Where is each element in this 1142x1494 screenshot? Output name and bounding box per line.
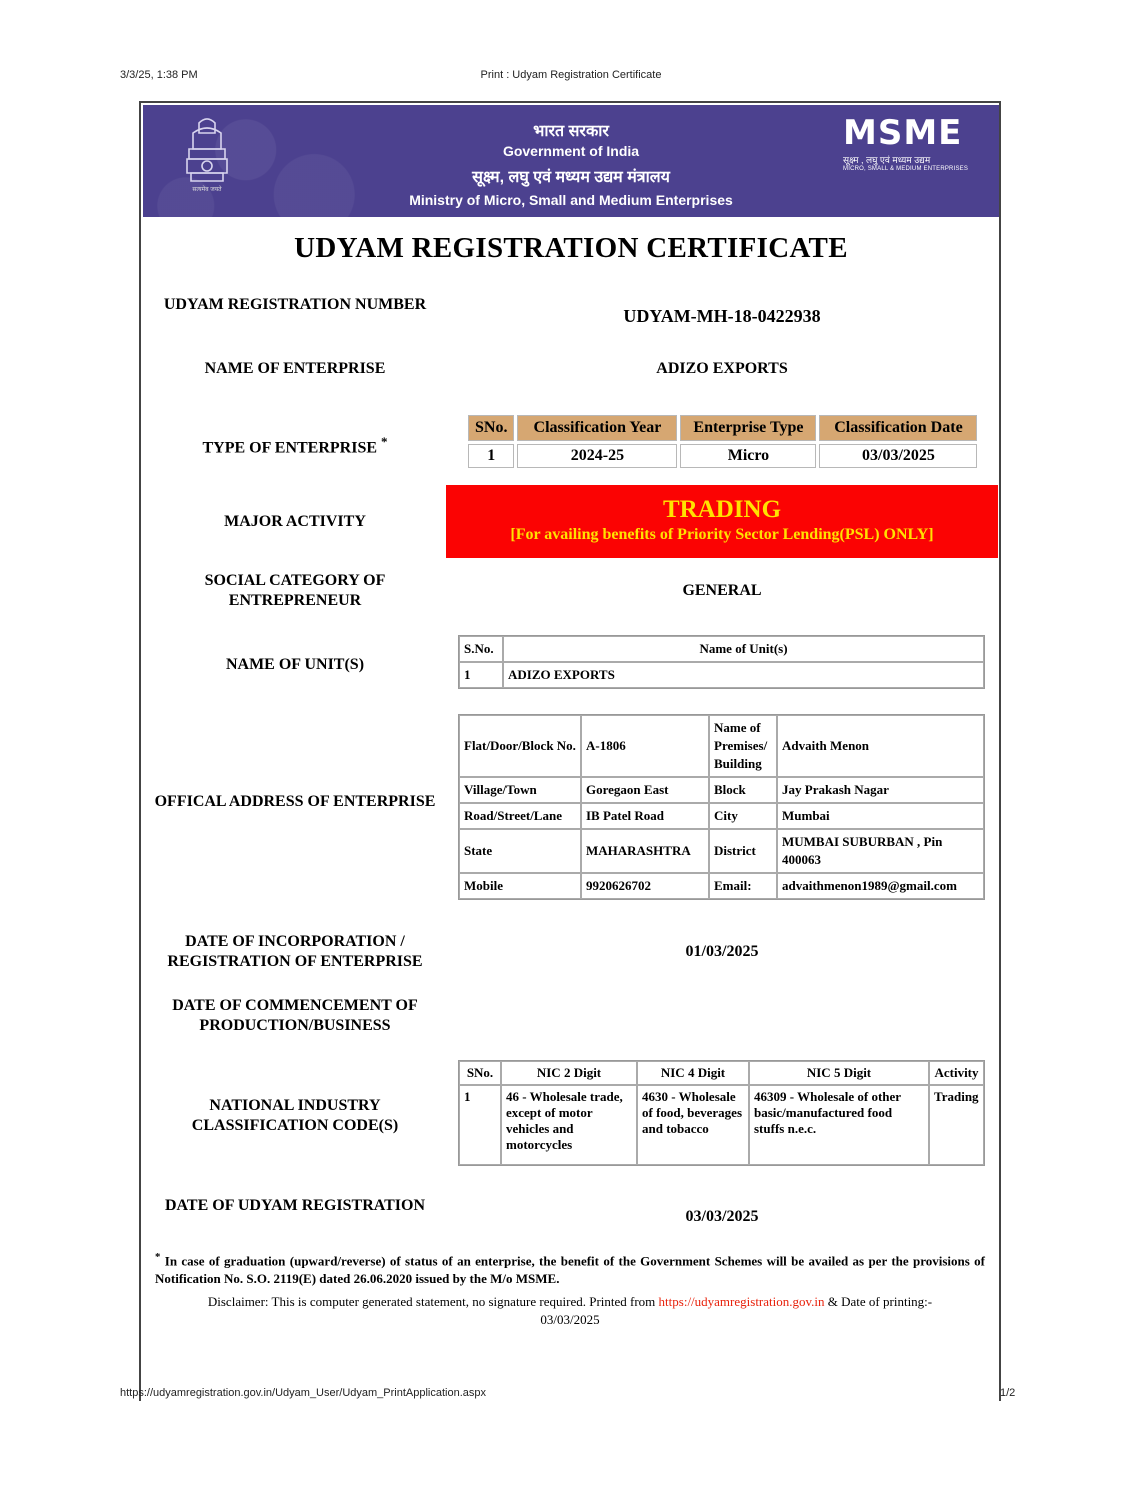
email-value: advaithmenon1989@gmail.com (777, 873, 984, 899)
table-row (459, 1085, 984, 1165)
table-row (459, 777, 984, 803)
premises-value: Advaith Menon (777, 715, 984, 777)
incorporation-label: DATE OF INCORPORATION / REGISTRATION OF ENTERPRISE (167, 933, 423, 970)
column-header: Classification Date (819, 415, 977, 441)
units-table (458, 635, 985, 689)
disclaimer-link[interactable]: https://udyamregistration.gov.in (658, 1294, 825, 1309)
type-label (150, 432, 440, 458)
mobile-label: Mobile (459, 873, 581, 899)
state-value: MAHARASHTRA (581, 829, 709, 873)
msme-logo-english: MICRO, SMALL & MEDIUM ENTERPRISES (843, 166, 969, 172)
column-header: SNo. (468, 415, 514, 441)
print-datetime: 3/3/25, 1:38 PM (120, 69, 198, 81)
government-banner (143, 105, 999, 217)
enterprise-name-label: NAME OF ENTERPRISE (204, 360, 386, 377)
commencement-label: DATE OF COMMENCEMENT OF PRODUCTION/BUSINESS (172, 997, 418, 1034)
city-label: City (709, 803, 777, 829)
table-row (459, 803, 984, 829)
column-header: Name of Unit(s) (503, 636, 984, 662)
nic-table (458, 1060, 985, 1166)
footnote-star: * (155, 1251, 161, 1263)
disclaimer-prefix: Disclaimer: This is computer generated statement, no signature required. Printed from (207, 1294, 656, 1309)
premises-label: Name of Premises/ Building (709, 715, 777, 777)
msme-logo-hindi: सूक्ष्म , लघु एवं मध्यम उद्यम (843, 155, 931, 165)
block-value: Jay Prakash Nagar (777, 777, 984, 803)
footnote (155, 1248, 985, 1288)
classification-table (465, 412, 980, 471)
table-cell: Micro (680, 444, 816, 468)
state-label: State (459, 829, 581, 873)
column-header: Classification Year (517, 415, 677, 441)
disclaimer (155, 1293, 985, 1329)
table-cell: 1 (459, 1085, 501, 1165)
column-header: NIC 4 Digit (637, 1061, 749, 1085)
major-activity-note: [For availing benefits of Priority Sector Lending(PSL) ONLY] (510, 526, 934, 543)
mobile-value: 9920626702 (581, 873, 709, 899)
table-header-row (459, 636, 984, 662)
nic-label: NATIONAL INDUSTRY CLASSIFICATION CODE(S) (191, 1097, 399, 1134)
block-label: Block (709, 777, 777, 803)
column-header: NIC 5 Digit (749, 1061, 929, 1085)
print-date: 03/03/2025 (540, 1312, 600, 1327)
email-label: Email: (709, 873, 777, 899)
column-header: Enterprise Type (680, 415, 816, 441)
table-row (468, 444, 977, 468)
print-footer-page: 1/2 (1000, 1387, 1016, 1399)
social-category-label: SOCIAL CATEGORY OF ENTREPRENEUR (204, 572, 386, 609)
major-activity-value: TRADING (662, 496, 782, 523)
table-cell: 03/03/2025 (819, 444, 977, 468)
major-activity-box (446, 485, 998, 558)
column-header: Activity (929, 1061, 984, 1085)
table-cell: 1 (459, 662, 503, 688)
address-label: OFFICAL ADDRESS OF ENTERPRISE (154, 793, 436, 810)
address-table (458, 714, 985, 900)
village-value: Goregaon East (581, 777, 709, 803)
road-label: Road/Street/Lane (459, 803, 581, 829)
print-page-title: Print : Udyam Registration Certificate (480, 69, 662, 81)
udyam-reg-date-label: DATE OF UDYAM REGISTRATION (164, 1197, 426, 1214)
reg-number-value: UDYAM-MH-18-0422938 (623, 306, 821, 326)
table-cell: 2024-25 (517, 444, 677, 468)
udyam-reg-date: 03/03/2025 (685, 1208, 759, 1225)
table-row (459, 829, 984, 873)
banner-government: Government of India (502, 143, 640, 159)
table-row (459, 715, 984, 777)
footnote-text: In case of graduation (upward/reverse) of status of an enterprise, the benefit of the Government Schemes will be availed as per the provisions of Notification No. S.O. 2119(E) dated 26.06.2020 issued by the M/o MSME. (155, 1253, 985, 1287)
type-asterisk: * (381, 434, 388, 449)
banner-line-hindi-2: सूक्ष्म, लघु एवं मध्यम उद्यम मंत्रालय (472, 169, 670, 186)
column-header: SNo. (459, 1061, 501, 1085)
incorporation-date: 01/03/2025 (685, 943, 759, 960)
district-value: MUMBAI SUBURBAN , Pin 400063 (777, 829, 984, 873)
social-category-value: GENERAL (682, 582, 762, 599)
table-cell: 46 - Wholesale trade, except of motor vehicles and motorcycles (501, 1085, 637, 1165)
district-label: District (709, 829, 777, 873)
reg-number-label: UDYAM REGISTRATION NUMBER (163, 296, 427, 313)
column-header: NIC 2 Digit (501, 1061, 637, 1085)
table-cell: 46309 - Wholesale of other basic/manufactured food stuffs n.e.c. (749, 1085, 929, 1165)
table-cell: Trading (929, 1085, 984, 1165)
flat-value: A-1806 (581, 715, 709, 777)
certificate-title: UDYAM REGISTRATION CERTIFICATE (294, 232, 848, 264)
table-header-row (468, 415, 977, 441)
disclaimer-suffix: & Date of printing:- (827, 1294, 933, 1309)
table-cell: 1 (468, 444, 514, 468)
village-label: Village/Town (459, 777, 581, 803)
banner-ministry: Ministry of Micro, Small and Medium Enterprises (409, 192, 733, 208)
enterprise-name-value: ADIZO EXPORTS (656, 360, 788, 377)
banner-line-hindi-1: भारत सरकार (533, 123, 609, 140)
flat-label: Flat/Door/Block No. (459, 715, 581, 777)
table-cell: 4630 - Wholesale of food, beverages and tobacco (637, 1085, 749, 1165)
emblem-caption: सत्यमेव जयते (192, 187, 222, 193)
column-header: S.No. (459, 636, 503, 662)
msme-logo-text: MSME (843, 113, 963, 153)
table-header-row (459, 1061, 984, 1085)
units-label: NAME OF UNIT(S) (225, 656, 365, 673)
print-footer-url: https://udyamregistration.gov.in/Udyam_User/Udyam_PrintApplication.aspx (120, 1387, 487, 1399)
table-cell: ADIZO EXPORTS (503, 662, 984, 688)
table-row (459, 873, 984, 899)
msme-logo (843, 115, 973, 185)
type-label-text: TYPE OF ENTERPRISE (202, 439, 378, 457)
major-activity-label: MAJOR ACTIVITY (224, 513, 366, 530)
road-value: IB Patel Road (581, 803, 709, 829)
city-value: Mumbai (777, 803, 984, 829)
table-row (459, 662, 984, 688)
